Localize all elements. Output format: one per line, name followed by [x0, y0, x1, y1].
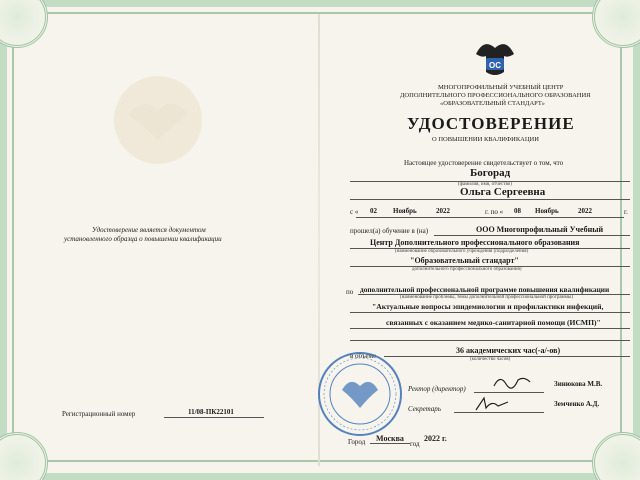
topic-line-2: [350, 328, 630, 329]
name-line: [350, 199, 630, 200]
city-label: Город: [348, 438, 366, 446]
period-to-year: 2022: [578, 207, 592, 215]
program-text: дополнительной профессиональной программе повышения квалификации: [360, 285, 610, 294]
holder-name: Ольга Сергеевна: [460, 186, 546, 198]
period-year-suffix: г.: [624, 208, 628, 216]
seal-stamp-icon: [316, 350, 404, 438]
city-line: [370, 443, 410, 444]
document-subtitle: О ПОВЫШЕНИИ КВАЛИФИКАЦИИ: [432, 136, 539, 143]
issuer-line-3: «ОБРАЗОВАТЕЛЬНЫЙ СТАНДАРТ»: [440, 100, 545, 107]
trained-label: прошел(а) обучение в (на): [350, 227, 429, 235]
logo-text: ОС: [489, 61, 501, 70]
rector-sign-line: [474, 392, 544, 393]
issuer-line-1: МНОГОПРОФИЛЬНЫЙ УЧЕБНЫЙ ЦЕНТР: [438, 84, 564, 91]
program-hint: (наименование проблемы, темы дополнительной профессиональной программы): [400, 295, 573, 300]
volume-label: в объеме: [350, 352, 377, 360]
topic-line-3: [350, 340, 630, 341]
trained-org3-hint: дополнительного профессионального образования): [412, 267, 522, 272]
secretary-label: Секретарь: [408, 405, 441, 413]
period-line: [356, 217, 624, 218]
rector-label: Ректор (директор): [408, 385, 466, 393]
year-label: год: [410, 440, 420, 448]
program-prefix: по: [346, 288, 354, 296]
period-from-year: 2022: [436, 207, 450, 215]
registration-line: [164, 417, 264, 418]
trained-org-3: "Образовательный стандарт": [410, 256, 519, 265]
holder-hint: (фамилия, имя, отчество): [458, 182, 512, 187]
org-line-1: [434, 235, 630, 236]
secretary-signature-icon: [474, 394, 510, 414]
city-value: Москва: [376, 434, 404, 443]
program-topic-2: связанных с оказанием медико-санитарной помощи (ИСМП)": [386, 318, 601, 327]
certifies-text: Настоящее удостоверение свидетельствует о том, что: [404, 159, 564, 167]
period-to-day: 08: [514, 207, 521, 215]
holder-surname: Богорад: [470, 167, 511, 179]
issuer-line-2: ДОПОЛНИТЕЛЬНОГО ПРОФЕССИОНАЛЬНОГО ОБРАЗОВАНИЯ: [400, 92, 591, 99]
year-value: 2022 г.: [424, 434, 447, 443]
eagle-watermark-icon: [108, 70, 208, 170]
left-note-line-2: установленного образца о повышении квалификации: [64, 235, 222, 243]
period-to-month: Ноябрь: [535, 207, 559, 215]
period-to-label: г. по «: [485, 208, 504, 216]
registration-label: Регистрационный номер: [62, 410, 136, 418]
trained-org-hint: (наименование образовательного учреждения (подразделения): [395, 249, 529, 254]
period-from-day: 02: [370, 207, 377, 215]
rector-signature-icon: [492, 372, 532, 392]
period-from-label: с «: [350, 208, 359, 216]
trained-org-1: ООО Многопрофильный Учебный: [476, 225, 604, 234]
volume-value: 36 академических час(-а/-ов): [456, 346, 561, 355]
topic-line-1: [350, 312, 630, 313]
program-topic-1: "Актуальные вопросы эпидемиологии и профилактики инфекций,: [372, 302, 604, 311]
document-title: УДОСТОВЕРЕНИЕ: [407, 114, 575, 133]
registration-number: 11/08-ПК22101: [188, 408, 234, 416]
trained-org-2: Центр Дополнительного профессионального образования: [370, 238, 580, 247]
volume-hint: (количество часов): [470, 357, 511, 362]
eagle-logo-icon: [470, 32, 520, 82]
period-from-month: Ноябрь: [393, 207, 417, 215]
rector-name: Зинюкова М.В.: [554, 380, 603, 388]
left-note-line-1: Удостоверение является документом: [92, 226, 206, 234]
secretary-name: Земченко А.Д.: [554, 400, 600, 408]
